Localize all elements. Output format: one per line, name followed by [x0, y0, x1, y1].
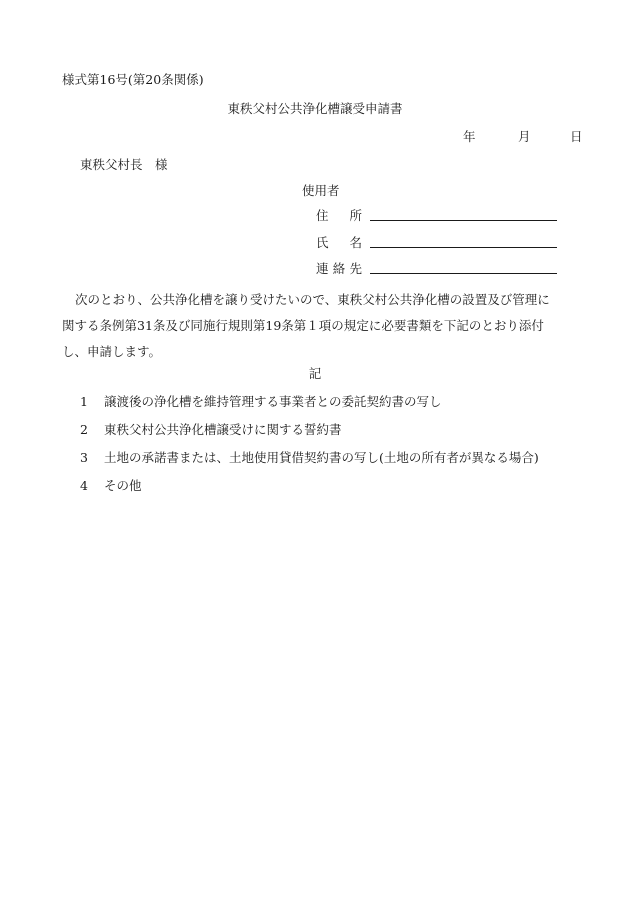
body-line-3: し、申請します。 — [62, 344, 162, 359]
document-title: 東秩父村公共浄化槽譲受申請書 — [227, 101, 403, 116]
item-number: 2 — [80, 422, 88, 437]
date-day-label: 日 — [570, 129, 583, 144]
item-text: 東秩父村公共浄化槽譲受けに関する誓約書 — [104, 422, 342, 437]
item-text: 譲渡後の浄化槽を維持管理する事業者との委託契約書の写し — [104, 394, 442, 409]
date-month-label: 月 — [518, 129, 531, 144]
body-line-1: 次のとおり、公共浄化槽を譲り受けたいので、東秩父村公共浄化槽の設置及び管理に — [75, 292, 550, 307]
address-label: 住所 — [316, 208, 362, 223]
name-label: 氏名 — [316, 235, 362, 250]
address-field[interactable] — [370, 220, 557, 221]
item-text: 土地の承諾書または、土地使用貸借契約書の写し(土地の所有者が異なる場合) — [104, 450, 539, 465]
item-text: その他 — [104, 478, 142, 493]
item-number: 4 — [80, 478, 88, 493]
item-number: 3 — [80, 450, 88, 465]
contact-field[interactable] — [370, 273, 557, 274]
item-number: 1 — [80, 394, 88, 409]
list-item — [80, 452, 539, 465]
addressee: 東秩父村長 様 — [80, 157, 168, 172]
list-item — [80, 480, 142, 493]
list-item — [80, 424, 342, 437]
ki-heading: 記 — [308, 366, 322, 381]
contact-label: 連絡先 — [316, 261, 362, 276]
applicant-label: 使用者 — [302, 183, 340, 198]
name-field[interactable] — [370, 247, 557, 248]
form-number: 様式第16号(第20条関係) — [62, 72, 204, 87]
body-line-2: 関する条例第31条及び同施行規則第19条第１項の規定に必要書類を下記のとおり添付 — [62, 318, 544, 333]
application-body — [62, 287, 582, 365]
date-year-label: 年 — [463, 129, 476, 144]
list-item — [80, 396, 442, 409]
